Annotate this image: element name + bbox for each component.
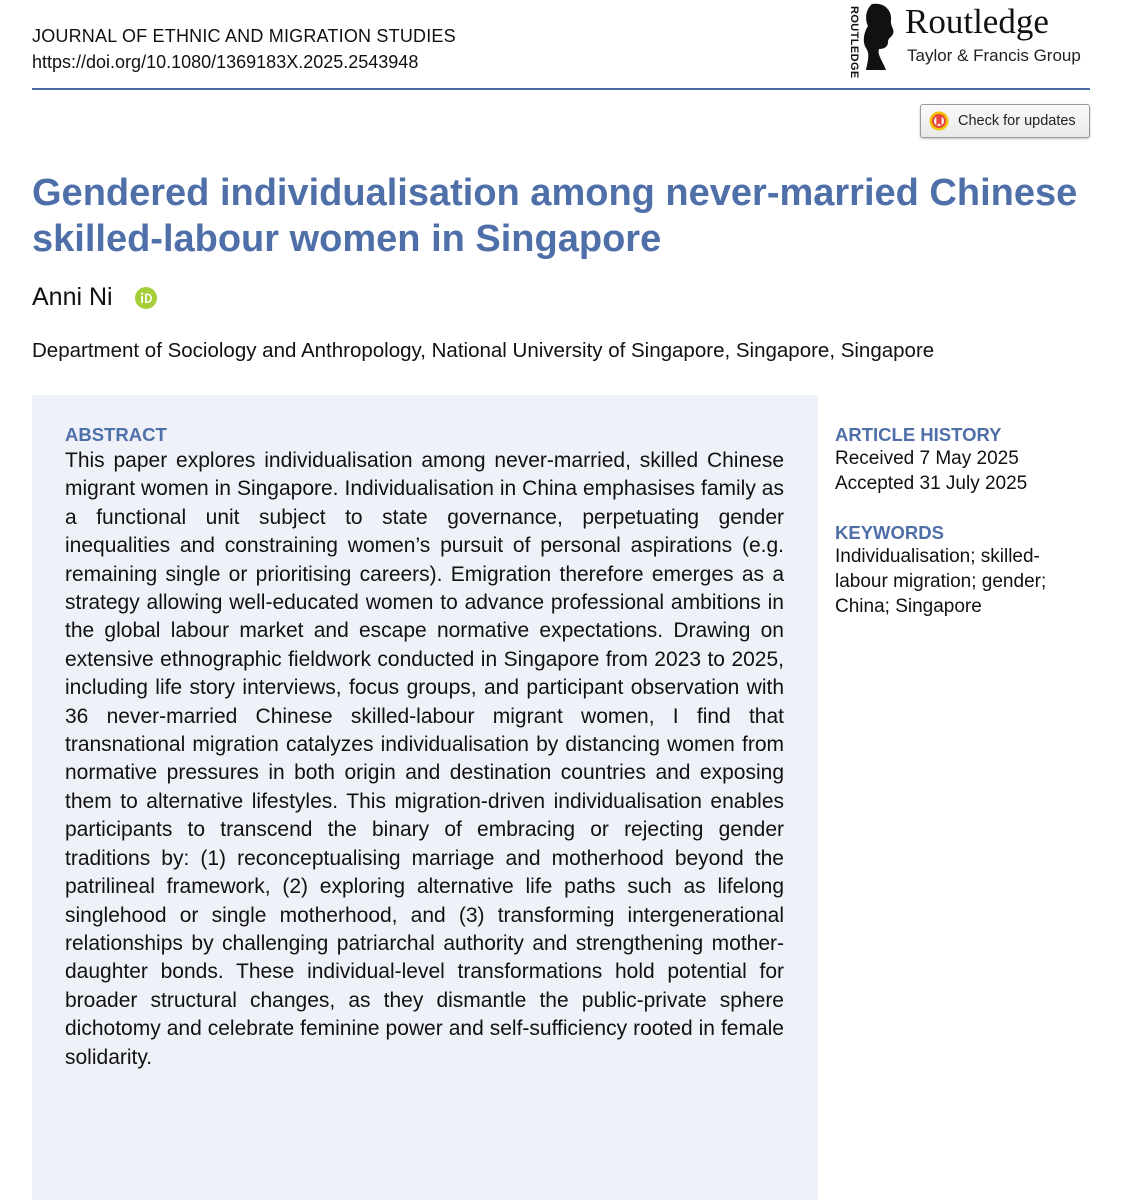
header-rule [32, 88, 1090, 90]
check-for-updates-button[interactable] [920, 104, 1090, 138]
article-title: Gendered individualisation among never-married Chinese skilled-labour women in Singapore [32, 172, 1078, 260]
abstract-heading: ABSTRACT [65, 424, 167, 445]
publisher-logo[interactable] [842, 0, 1102, 78]
keywords-heading: KEYWORDS [835, 522, 944, 543]
check-for-updates-label: Check for updates [958, 113, 1076, 129]
received-date: Received 7 May 2025 [835, 448, 1019, 469]
affiliation: Department of Sociology and Anthropology, National University of Singapore, Singapore, Singapore [32, 339, 935, 362]
keywords-list: Individualisation; skilled-labour migration; gender; China; Singapore [835, 546, 1047, 617]
publisher-name: Routledge [905, 2, 1049, 41]
author-name[interactable]: Anni Ni [32, 283, 113, 311]
crossmark-icon [929, 111, 949, 131]
logo-vertical-text: ROUTLEDGE [848, 6, 860, 79]
routledge-head-logo-icon [862, 2, 898, 72]
journal-name: JOURNAL OF ETHNIC AND MIGRATION STUDIES [32, 26, 456, 46]
sidebar [835, 424, 1115, 619]
doi-link[interactable]: https://doi.org/10.1080/1369183X.2025.2543948 [32, 52, 419, 72]
article-history-heading: ARTICLE HISTORY [835, 424, 1002, 445]
abstract-body: This paper explores individualisation among never-married, skilled Chinese migrant women in Singapore. Individualisation in China emphasises family as a functional unit subject to state governance, perpetuating gender inequalities and constraining women’s pursuit of personal aspirations (e.g. remaining single or prioritising careers). Emigration therefore emerges as a strategy allowing well-educated women to advance professional ambitions in the global labour market and escape normative expectations. Drawing on extensive ethnographic fieldwork conducted in Singapore from 2023 to 2025, including life story interviews, focus groups, and participant observation with 36 never-married Chinese skilled-labour migrant women, I find that transnational migration catalyzes individualisation by distancing women from normative pressures in both origin and destination countries and exposing them to alternative lifestyles. This migration-driven individualisation enables participants to transcend the binary of embracing or rejecting gender traditions by: (1) reconceptualising marriage and motherhood beyond the patrilineal framework, (2) exploring alternative life paths such as lifelong singlehood or single motherhood, and (3) transforming intergenerational relationships by challenging patriarchal authority and strengthening mother-daughter bonds. These individual-level transformations hold potential for broader structural changes, as they dismantle the public-private sphere dichotomy and celebrate feminine power and self-sufficiency rooted in female solidarity. [65, 449, 784, 1069]
publisher-group: Taylor & Francis Group [907, 46, 1081, 65]
orcid-icon[interactable] [135, 287, 157, 309]
accepted-date: Accepted 31 July 2025 [835, 473, 1028, 494]
